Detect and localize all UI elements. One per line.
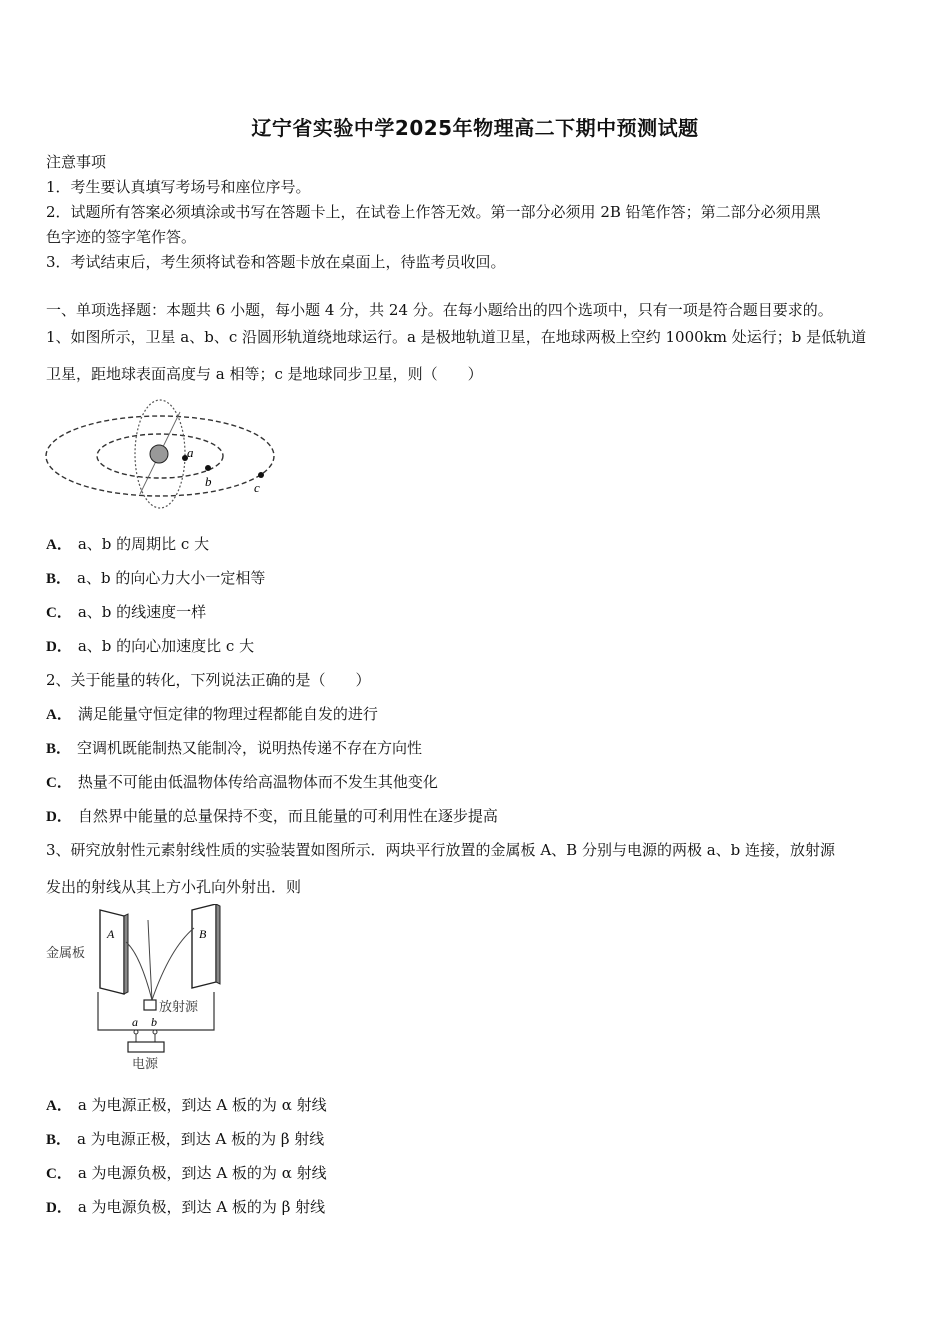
question-2-stem: 2、关于能量的转化，下列说法正确的是（ ） xyxy=(46,671,371,689)
q1-option-c[interactable]: C． a、b 的线速度一样 xyxy=(46,603,207,621)
q3-option-a[interactable]: A． a 为电源正极，到达 A 板的为 α 射线 xyxy=(46,1096,327,1114)
metal-plate-label: 金属板 xyxy=(46,945,86,960)
q2-option-c[interactable]: C． 热量不可能由低温物体传给高温物体而不发生其他变化 xyxy=(46,773,438,791)
power-label: 电源 xyxy=(132,1056,159,1071)
source-label: 放射源 xyxy=(159,999,199,1014)
q2-option-a[interactable]: A． 满足能量守恒定律的物理过程都能自发的进行 xyxy=(46,705,378,723)
notice-item: 1．考生要认真填写考场号和座位序号。 xyxy=(46,178,311,196)
satellite-c xyxy=(258,472,264,478)
terminal-b xyxy=(153,1030,157,1034)
q3-option-b[interactable]: B． a 为电源正极，到达 A 板的为 β 射线 xyxy=(46,1130,325,1148)
label-c: c xyxy=(254,480,260,495)
terminal-a xyxy=(134,1030,138,1034)
q2-option-b[interactable]: B． 空调机既能制热又能制冷，说明热传递不存在方向性 xyxy=(46,739,423,757)
q3-option-d[interactable]: D． a 为电源负极，到达 A 板的为 β 射线 xyxy=(46,1198,326,1216)
plate-a xyxy=(100,910,124,994)
plate-a-label: A xyxy=(107,927,115,941)
pole-a-label: a xyxy=(132,1015,138,1029)
page-title: 辽宁省实验中学2025年物理高二下期中预测试题 xyxy=(251,116,699,140)
q2-option-d[interactable]: D． 自然界中能量的总量保持不变，而且能量的可利用性在逐步提高 xyxy=(46,807,498,825)
source-box xyxy=(144,1000,156,1010)
plate-b xyxy=(192,904,216,988)
question-3-stem-cont: 发出的射线从其上方小孔向外射出．则 xyxy=(46,878,302,896)
question-1-stem-cont: 卫星，距地球表面高度与 a 相等；c 是地球同步卫星，则（ ） xyxy=(46,365,483,383)
ray-left xyxy=(126,942,152,1000)
notice-item: 3．考试结束后，考生须将试卷和答题卡放在桌面上，待监考员收回。 xyxy=(46,253,506,271)
earth xyxy=(150,445,168,463)
power-box xyxy=(128,1042,164,1052)
label-b: b xyxy=(205,474,212,489)
question-1-stem: 1、如图所示，卫星 a、b、c 沿圆形轨道绕地球运行。a 是极地轨道卫星，在地球两极上空约 1000km 处运行；b 是低轨道 xyxy=(46,328,867,346)
plate-b-side xyxy=(216,904,220,984)
orbit-figure xyxy=(44,396,284,514)
plate-a-side xyxy=(124,914,128,994)
notice-item: 色字迹的签字笔作答。 xyxy=(46,228,197,246)
question-3-stem: 3、研究放射性元素射线性质的实验装置如图所示．两块平行放置的金属板 A、B 分别与电源的两极 a、b 连接，放射源 xyxy=(46,841,836,859)
notice-heading: 注意事项 xyxy=(46,153,107,171)
notice-item: 2．试题所有答案必须填涂或书写在答题卡上，在试卷上作答无效。第一部分必须用 2B 铅笔作答；第二部分必须用黑 xyxy=(46,203,821,221)
section-heading: 一、单项选择题：本题共 6 小题，每小题 4 分，共 24 分。在每小题给出的四个选项中，只有一项是符合题目要求的。 xyxy=(46,301,833,319)
q1-option-a[interactable]: A． a、b 的周期比 c 大 xyxy=(46,535,210,553)
q1-option-b[interactable]: B． a、b 的向心力大小一定相等 xyxy=(46,569,266,587)
q1-option-d[interactable]: D． a、b 的向心加速度比 c 大 xyxy=(46,637,255,655)
plate-b-label: B xyxy=(199,927,207,941)
ray-right xyxy=(152,928,194,1000)
pole-b-label: b xyxy=(151,1015,157,1029)
q3-option-c[interactable]: C． a 为电源负极，到达 A 板的为 α 射线 xyxy=(46,1164,327,1182)
label-a: a xyxy=(187,445,194,460)
radiation-figure xyxy=(44,904,234,1074)
satellite-b xyxy=(205,465,211,471)
